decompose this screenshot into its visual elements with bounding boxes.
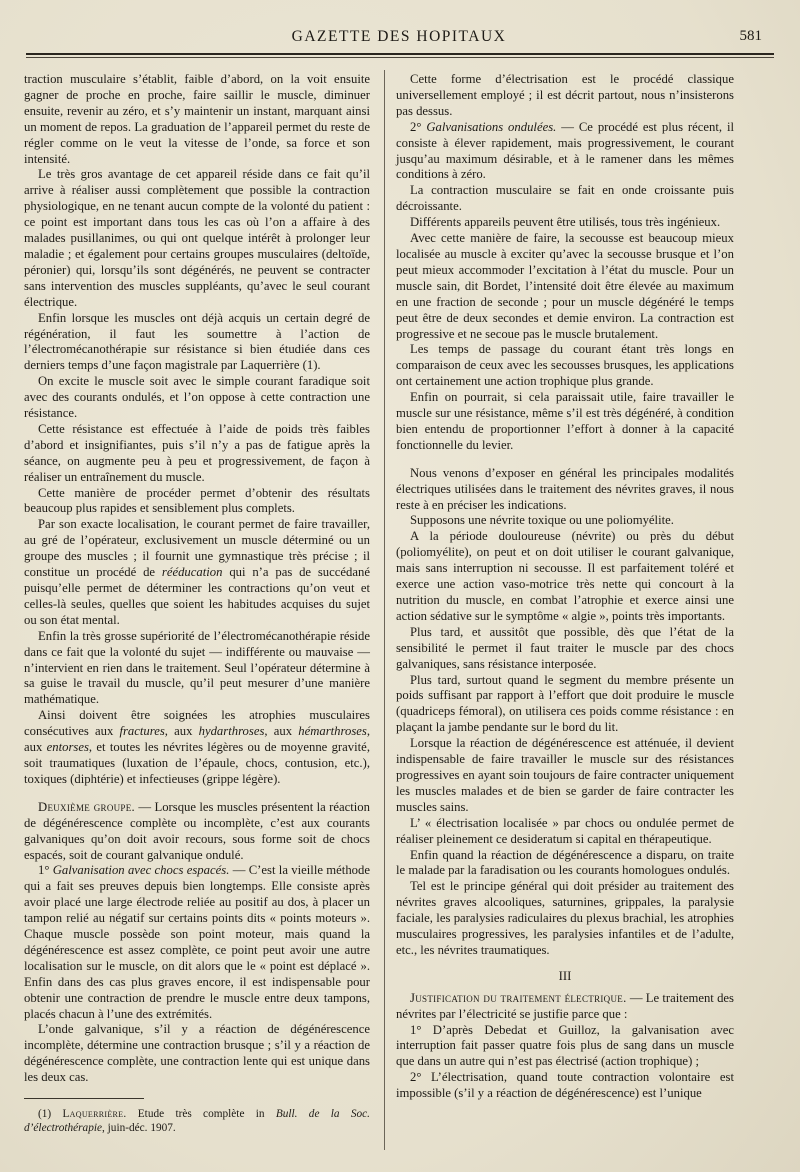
paragraph: traction musculaire s’établit, faible d’abord, on la voit ensuite gagner de proche en proche, faire saillir le muscle, diminuer ensuite, revenir au zéro, et s’y maintenir un instant, marquant ainsi un moment de repos. La graduation de l’appareil permet du reste de régler comme on le veut la vitesse de l’onde, sa force et son intensité. <box>24 72 370 166</box>
text-run: Ainsi doivent être soignées les atrophies musculaires consécutives aux <box>24 708 370 739</box>
header-rule-thin <box>26 57 774 58</box>
text-run: , et toutes les névrites légères ou de moyenne gravité, soit traumatiques (luxation de l’épaule, chocs, contusion, etc.), toxiques (diphtérie) et infectieuses (grippe légère). <box>24 740 370 786</box>
italic-term: hémarthroses <box>298 724 367 739</box>
italic-heading: Galvanisation avec chocs espacés. <box>52 863 230 878</box>
section-label: Justification du traitement électrique. <box>410 990 627 1005</box>
paragraph: L’onde galvanique, s’il y a réaction de dégénérescence incomplète, détermine une contraction brusque ; s’il y a réaction de dégénérescence complète, une contraction lente qui est unique dans les deux cas. <box>24 1022 370 1085</box>
paragraph <box>396 120 734 184</box>
paragraph: Les temps de passage du courant étant très longs en comparaison de ceux avec les secousses brusques, les applications ont certainement une action trophique plus grande. <box>396 342 734 389</box>
italic-term: rééducation <box>161 565 223 580</box>
paragraph: Cette manière de procéder permet d’obtenir des résultats beaucoup plus rapides et sensiblement plus complets. <box>24 485 370 516</box>
paragraph: 2° L’électrisation, quand toute contraction volontaire est impossible (s’il y a réaction de dégénérescence) est l’unique <box>396 1070 734 1101</box>
journal-title: GAZETTE DES HOPITAUX <box>291 28 507 45</box>
paragraph: Le très gros avantage de cet appareil réside dans ce fait qu’il arrive à réaliser aussi complètement que possible la contraction physiologique, en ne tenant aucun compte de la volonté du patient : ce point est important dans tous les cas où l’on a affaire à des malades pusillanimes, ou qui ont quelque intérêt à prolonger leur maladie ; et également pour certains groupes musculaires (deltoïde, péronier) qui, lorsqu’ils sont dégénérés, ne peuvent se contracter sans intervention des muscles suppléants, qu’avec le seul courant électrique. <box>24 167 370 309</box>
paragraph: Différents appareils peuvent être utilisés, tous très ingénieux. <box>410 215 721 230</box>
paragraph: Enfin on pourrait, si cela paraissait utile, faire travailler le muscle sur une résistance, même s’il est très dégénéré, à condition bien entendu de proportionner l’effort à donner à la capacité fonctionnelle du levier. <box>396 390 734 452</box>
text-run: — Ce procédé est plus récent, il consiste à élever rapidement, mais progressivement, le courant jusqu’au maximum désirable, et à le ramener dans les mêmes conditions à zéro. <box>396 119 735 182</box>
paragraph <box>24 517 370 628</box>
page-header <box>34 28 764 50</box>
text-run: , aux <box>264 724 299 739</box>
paragraph <box>24 863 370 1022</box>
text-run: , aux <box>164 724 199 739</box>
paragraph: Cette résistance est effectuée à l’aide de poids très faibles d’abord et insignifiantes, puis s’il n’y a pas de fatigue après la séance, on augmente peu à peu et progressivement, de façon à réaliser un entraînement du muscle. <box>24 421 370 484</box>
section-heading: III <box>558 968 572 983</box>
text-run: , aux <box>24 724 370 755</box>
paragraph: Enfin lorsque les muscles ont déjà acquis un certain degré de régénération, il faut les soumettre à l’action de l’électromécanothérapie sur résistance si bien étudiée dans ces derniers temps d’une façon magistrale par Laquerrière (1). <box>24 310 370 373</box>
column-divider <box>384 70 385 1150</box>
paragraph: On excite le muscle soit avec le simple courant faradique soit avec des courants ondulés, et l’on oppose à cette contraction une résistance. <box>24 374 370 421</box>
section-paragraph <box>24 800 370 864</box>
paragraph: 1° D’après Debedat et Guilloz, la galvanisation avec interruption fait passer quatre fois plus de sang dans un muscle que dans un autre qui n’est pas électrisé (action trophique) ; <box>396 1022 734 1069</box>
footnote-number: (1) <box>38 1108 63 1121</box>
text-run: , juin-déc. 1907. <box>102 1122 176 1135</box>
paragraph: Plus tard, et aussitôt que possible, dès que l’état de la sensibilité le permet il faut traiter le muscle par des chocs galvaniques, sans résistance interposée. <box>396 624 734 671</box>
paragraph: Enfin la très grosse supériorité de l’électromécanothérapie réside dans ce fait que la volonté du sujet — indifférente ou mauvaise — n’intervient en rien dans le traitement. Seul l’opérateur détermine à sa guise le travail du muscle, qu’il peut mesurer d’une manière mathématique. <box>24 628 370 707</box>
footnote <box>24 1107 370 1135</box>
paragraph: Nous venons d’exposer en général les principales modalités électriques utilisées dans le traitement des névrites graves, il nous reste à en préciser les indications. <box>396 465 734 512</box>
paragraph: A la période douloureuse (névrite) ou près du début (poliomyélite), on peut et on doit utiliser le courant galvanique, mais sans interruption ni secousse. Il est parfaitement toléré et exerce une action vaso-motrice très nette qui concourt à la nutrition du muscle, en combat l’atrophie et exerce ainsi une action sédative sur le symptôme « algie », points très importants. <box>396 529 734 623</box>
text-run: qui n’a pas de succédané puisqu’elle permet de déterminer les contractions qu’on veut et celles-là seules, quelles que soient les habitudes acquises du sujet ou son état mental. <box>24 565 370 627</box>
italic-term: entorses <box>46 740 89 755</box>
paragraph: Supposons une névrite toxique ou une poliomyélite. <box>410 513 674 528</box>
list-number: 1° <box>38 863 53 878</box>
paragraph: Lorsque la réaction de dégénérescence est atténuée, il devient indispensable de faire travailler le muscle sur des résistances progressives en ayant soin toujours de faire contracter uniquement les muscles malades et de bien se garder de faire contracter les muscles sains. <box>396 736 734 814</box>
section-label: Deuxième groupe. <box>38 799 136 814</box>
header-rule <box>26 53 774 55</box>
right-column <box>396 72 734 1102</box>
paragraph: Avec cette manière de faire, la secousse est beaucoup mieux localisée au muscle à exciter qu’avec la secousse brusque et l’on peut mieux accommoder l’excitation à l’état du muscle. Pour un muscle sain, dit Bordet, l’intensité doit être élevée au maximum en une fraction de seconde ; pour un muscle dégénéré le temps peut être de deux secondes et demie environ. La contraction est progressive et ne secoue pas le muscle brutalement. <box>396 231 734 341</box>
text-run: — Lorsque les muscles présentent la réaction de dégénérescence complète ou incomplète, c’est aux courants galvaniques qu’on doit avoir recours, sous forme soit de chocs espacés, soit de courant galvanique ondulé. <box>24 799 370 862</box>
paragraph: Plus tard, surtout quand le segment du membre présente un poids suffisant par rapport à l’effort que doit produire le muscle (quadriceps fémoral), on utilisera ces poids comme résistance : en plaçant la jambe pendante sur le bord du lit. <box>396 672 734 735</box>
footnote-author: Laquerrière. <box>62 1108 127 1121</box>
footnote-journal: Bull. de la Soc. d’électrothérapie <box>24 1108 370 1135</box>
footnote-rule <box>24 1098 144 1099</box>
paragraph: La contraction musculaire se fait en onde croissante puis décroissante. <box>396 183 734 214</box>
section-paragraph <box>396 991 734 1023</box>
paragraph: L’ « électrisation localisée » par chocs ou ondulée permet de réaliser pleinement ce desideratum si capital en thérapeutique. <box>396 815 734 846</box>
text-run: Etude très complète in <box>126 1108 276 1121</box>
text-run: Par son exacte localisation, le courant permet de faire travailler, au gré de l’opérateur, exclusivement un muscle déterminé ou un groupe des muscles ; il fournit une gymnastique très précise ; il constitue un procédé de <box>24 517 370 580</box>
left-column <box>24 72 370 1135</box>
text-run: — Le traitement des névrites par l’électricité se justifie parce que : <box>396 990 734 1021</box>
paragraph: Enfin quand la réaction de dégénérescence a disparu, on traite le malade par la faradisation ou les courants homologues ondulés. <box>396 847 734 878</box>
paragraph: Cette forme d’électrisation est le procédé classique universellement employé ; il est décrit partout, nous n’insisterons pas dessus. <box>396 72 734 118</box>
paragraph: Tel est le principe général qui doit présider au traitement des névrites graves alcooliques, saturnines, grippales, la paralysie faciale, les paralysies radiculaires du plexus brachial, les atrophies musculaires progressives, les paralysies infantiles et de l’adulte, etc., les névrites traumatiques. <box>396 879 734 957</box>
paragraph <box>24 708 370 788</box>
list-number: 2° <box>410 119 427 134</box>
italic-term: fractures <box>119 724 165 739</box>
italic-heading: Galvanisations ondulées. <box>426 119 557 134</box>
italic-term: hydarthroses <box>198 724 265 739</box>
page-number: 581 <box>739 28 762 44</box>
text-run: — C’est la vieille méthode qui a fait ses preuves depuis bien longtemps. Elle consiste après avoir placé une large électrode reliée au positif au dos, à placer un tampon relié au négatif sur certains points dits « points moteurs ». Chaque muscle possède son point moteur, mais quand la dégénérescence est assez complète, ce point peut avoir une autre localisation sur le muscle, on dit alors que le « point est déplacé ». Enfin dans des cas plus graves encore, il est indispensable pour obtenir une contraction de prendre le muscle entre deux tampons, placés chacun à l’une des extrémités. <box>24 863 371 1021</box>
